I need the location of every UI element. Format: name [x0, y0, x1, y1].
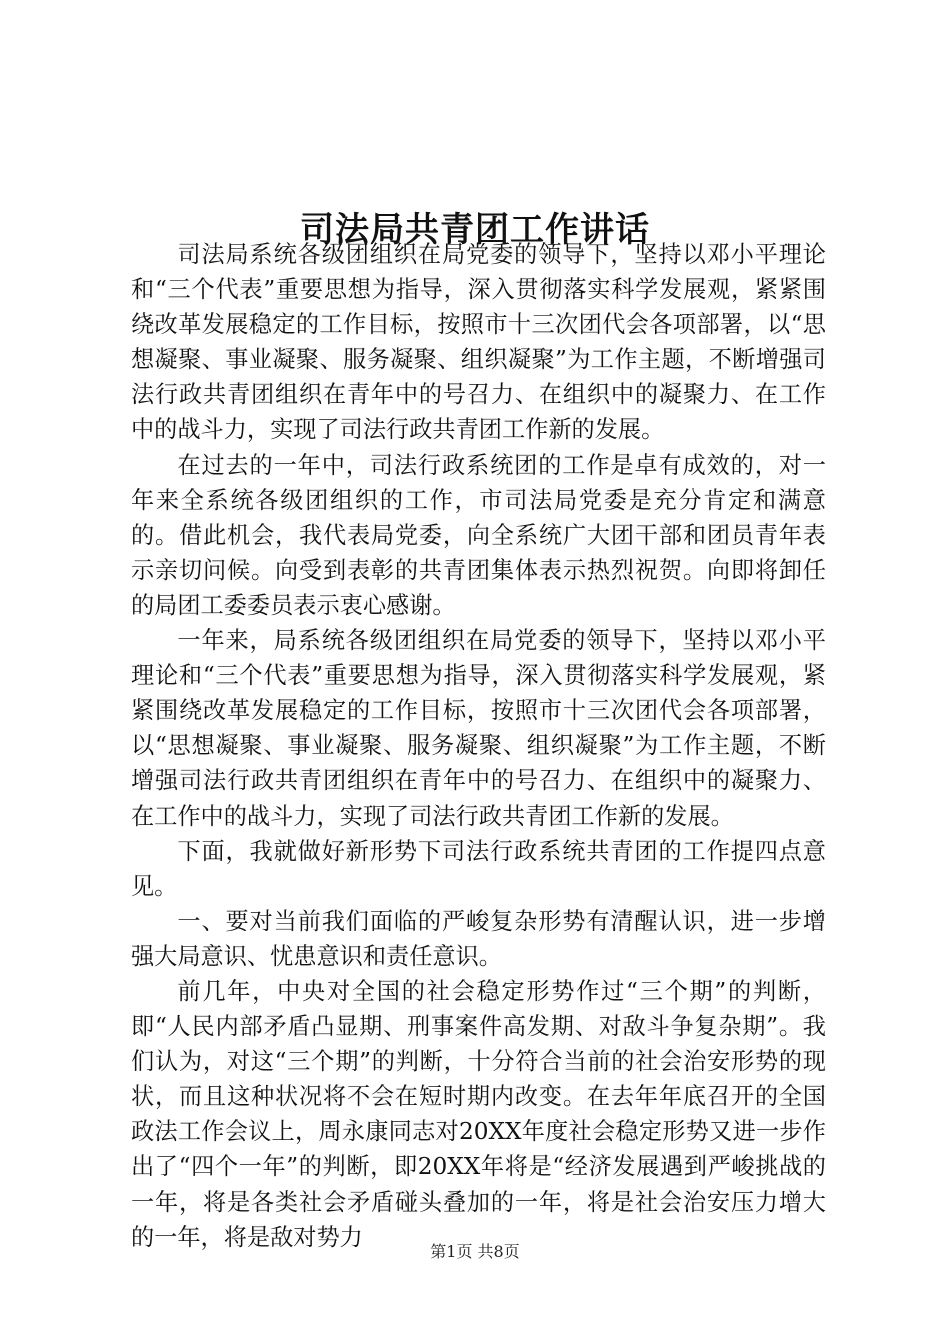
paragraph-1: 司法局系统各级团组织在局党委的领导下，坚持以邓小平理论和“三个代表”重要思想为指导，深入贯彻落实科学发展观，紧紧围绕改革发展稳定的工作目标，按照市十三次团代会各项部署，以“思想凝聚、事业凝聚、服务凝聚、组织凝聚”为工作主题，不断增强司法行政共青团组织在青年中的号召力、在组织中的凝聚力、在工作中的战斗力，实现了司法行政共青团工作新的发展。: [131, 241, 826, 444]
paragraph-5: 一、要对当前我们面临的严峻复杂形势有清醒认识，进一步增强大局意识、忧患意识和责任意识。: [131, 907, 826, 970]
page-footer: 第1页 共8页: [430, 1242, 520, 1261]
paragraph-2: 在过去的一年中，司法行政系统团的工作是卓有成效的，对一年来全系统各级团组织的工作，市司法局党委是充分肯定和满意的。借此机会，我代表局党委，向全系统广大团干部和团员青年表示亲切问候。向受到表彰的共青团集体表示热烈祝贺。向即将卸任的局团工委委员表示衷心感谢。: [131, 451, 826, 619]
paragraph-3: 一年来，局系统各级团组织在局党委的领导下，坚持以邓小平理论和“三个代表”重要思想为指导，深入贯彻落实科学发展观，紧紧围绕改革发展稳定的工作目标，按照市十三次团代会各项部署，以“思想凝聚、事业凝聚、服务凝聚、组织凝聚”为工作主题，不断增强司法行政共青团组织在青年中的号召力、在组织中的凝聚力、在工作中的战斗力，实现了司法行政共青团工作新的发展。: [131, 627, 826, 830]
paragraph-6: 前几年，中央对全国的社会稳定形势作过“三个期”的判断，即“人民内部矛盾凸显期、刑事案件高发期、对敌斗争复杂期”。我们认为，对这“三个期”的判断，十分符合当前的社会治安形势的现状，而且这种状况将不会在短时期内改变。在去年年底召开的全国政法工作会议上，周永康同志对20XX年度社会稳定形势又进一步作出了“四个一年”的判断，即20XX年将是“经济发展遇到严峻挑战的一年，将是各类社会矛盾碰头叠加的一年，将是社会治安压力增大的一年，将是敌对势力: [131, 977, 826, 1251]
document-body: [131, 237, 826, 1255]
document-title: 司法局共青团工作讲话: [300, 209, 650, 250]
paragraph-4: 下面，我就做好新形势下司法行政系统共青团的工作提四点意见。: [131, 837, 826, 900]
